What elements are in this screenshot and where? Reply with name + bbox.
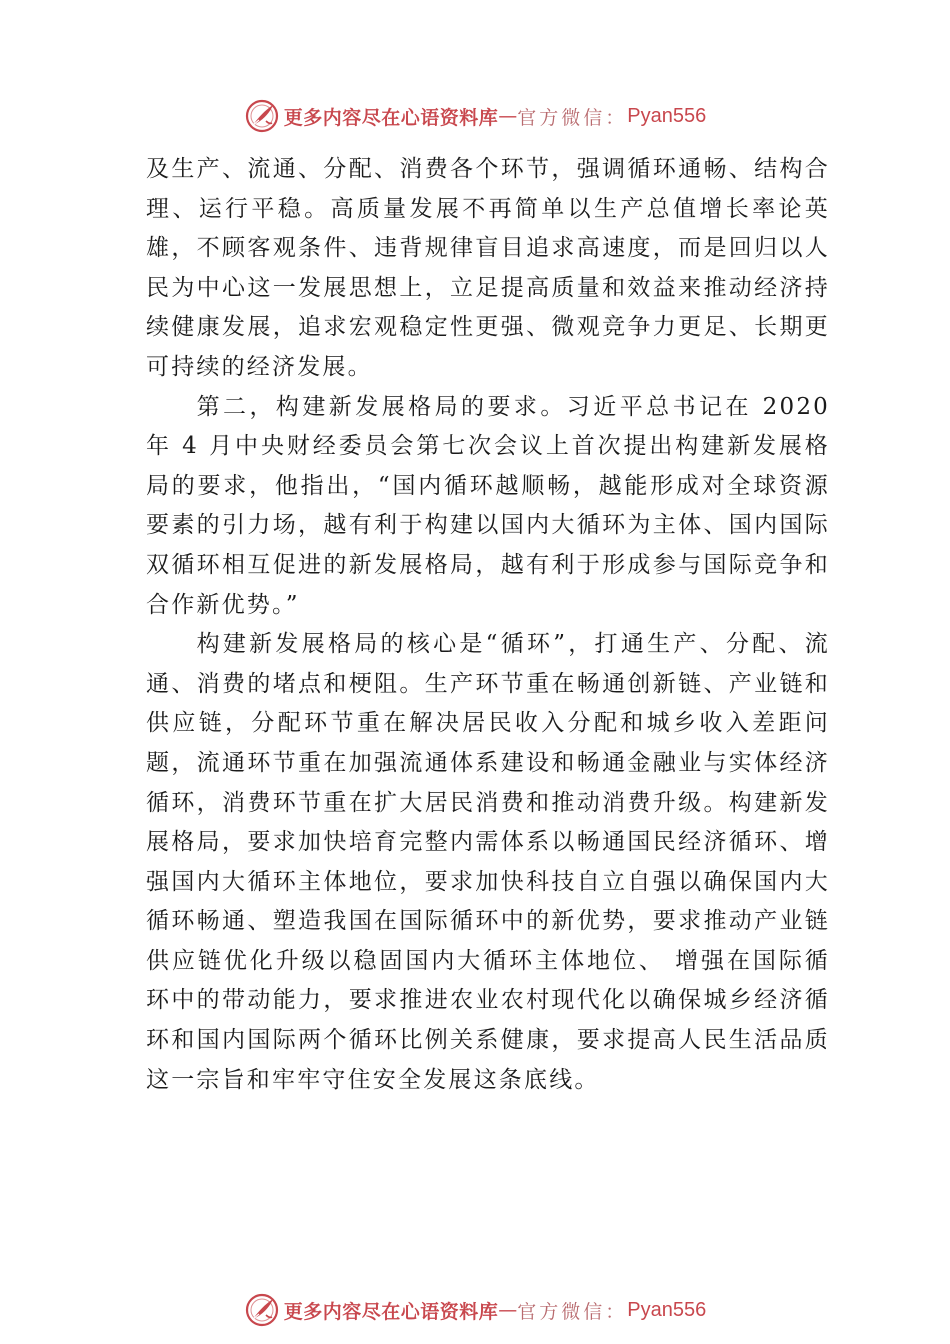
quill-seal-icon [244,1292,280,1328]
banner-wechat-label: 官方微信： [517,1300,628,1323]
banner-wechat-id: Pyan556 [627,1298,707,1321]
paragraph-circulation-core: 构建新发展格局的核心是“循环”，打通生产、分配、流通、消费的堵点和梗阻。生产环节重在畅通创新链、产业链和供应链，分配环节重在解决居民收入分配和城乡收入差距问题，流通环节重在加强流通体系建设和畅通金融业与实体经济循环，消费环节重在扩大居民消费和推动消费升级。构建新发展格局，要求加快培育完整内需体系以畅通国民经济循环、增强国内大循环主体地位，要求加快科技自立自强以确保国内大循环畅通、塑造我国在国际循环中的新优势，要求推动产业链供应链优化升级以稳固国内大循环主体地位、 增强在国际循环中的带动能力，要求推进农业农村现代化以确保城乡经济循环和国内国际两个循环比例关系健康，要求提高人民生活品质这一宗旨和牢牢守住安全发展这条底线。 [146,631,830,1093]
banner-dash: — [498,105,518,127]
banner-wechat-id: Pyan556 [627,104,707,127]
footer-banner [0,1290,950,1330]
paragraph-continuation: 及生产、流通、分配、消费各个环节，强调循环通畅、结构合理、运行平稳。高质量发展不再简单以生产总值增长率论英雄，不顾客观条件、违背规律盲目追求高速度，而是回归以人民为中心这一发展思想上，立足提高质量和效益来推动经济持续健康发展，追求宏观稳定性更强、微观竞争力更足、长期更可持续的经济发展。 [146,156,830,380]
paragraph-second-requirement: 第二，构建新发展格局的要求。习近平总书记在 2020 年 4 月中央财经委员会第七次会议上首次提出构建新发展格局的要求，他指出，“国内循环越顺畅，越能形成对全球资源要素的引力场，越有利于构建以国内大循环为主体、国内国际双循环相互促进的新发展格局，越有利于形成参与国际竞争和合作新优势。” [146,393,830,618]
header-banner [0,96,950,136]
banner-library-text: 更多内容尽在心语资料库 [283,1300,499,1323]
banner-library-text: 更多内容尽在心语资料库 [283,106,499,129]
document-body [146,150,830,1100]
banner-wechat-label: 官方微信： [517,106,628,129]
quill-seal-icon [244,98,280,134]
banner-dash: — [498,1299,518,1321]
